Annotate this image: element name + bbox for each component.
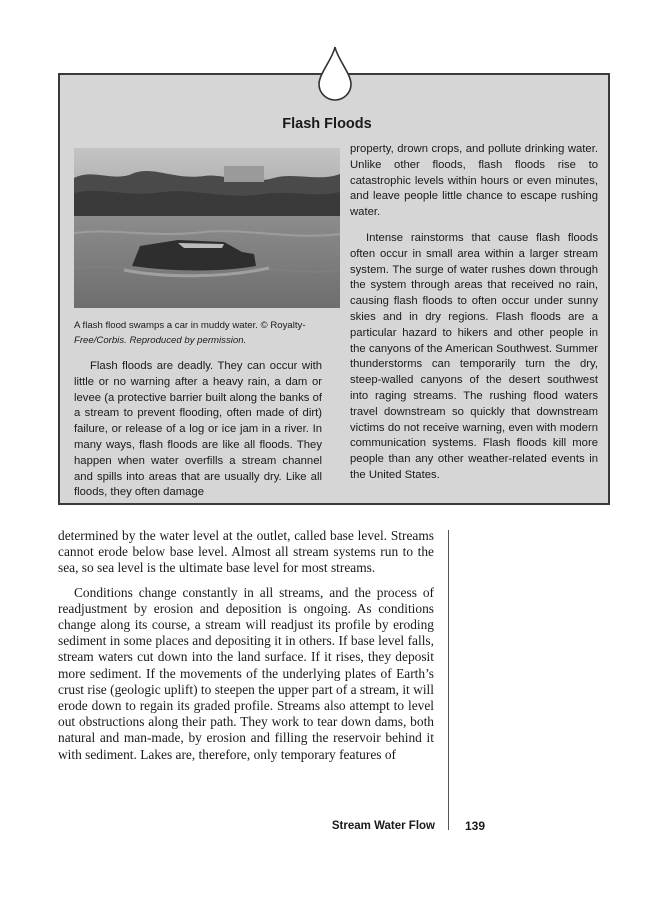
water-drop-icon — [311, 44, 359, 102]
body-paragraph: determined by the water level at the outlet, called base level. Streams cannot erode below base level. Almost all stream systems run to the sea, so sea level is the ultimate base level for most streams. — [58, 528, 434, 576]
sidebar-left-column — [74, 359, 322, 501]
margin-rule — [448, 530, 449, 830]
running-head: Stream Water Flow — [331, 820, 435, 832]
photo-caption — [74, 318, 352, 348]
caption-credit: Free/Corbis. Reproduced by permission. — [74, 335, 247, 346]
caption-text: A flash flood swamps a car in muddy water. © Royalty- — [74, 320, 306, 331]
sidebar-paragraph: Flash floods are deadly. They can occur with little or no warning after a heavy rain, a dam or levee (a protective barrier built along the banks of a stream to prevent flooding, often made of dirt) failure, or release of a log or ice jam in a river. In many ways, flash floods are like all floods. They happen when water overfills a stream channel and spills into areas that are usually dry. Like all floods, they often damage — [74, 360, 322, 499]
sidebar-paragraph: property, drown crops, and pollute drinking water. Unlike other floods, flash floods rise to catastrophic levels within hours or even minutes, and leave people little chance to escape rushing water. — [350, 143, 598, 219]
sidebar-paragraph: Intense rainstorms that cause flash floods often occur in small area within a larger stream system. The surge of water rushes down through the system through areas that received no rain, causing flash floods to often occur under sunny skies and in dry regions. Flash floods are a particular hazard to hikers and other people in the canyons of the American Southwest. Summer thunderstorms can temporarily turn the dry, steep-walled canyons of the desert southwest into raging streams. The rushing flood waters travel downstream so quickly that downstream victims do not receive warning, even with modern communication systems. Flash floods kill more people than any other weather-related events in the United States. — [350, 231, 598, 481]
main-body-text — [58, 528, 434, 763]
page-number: 139 — [465, 819, 486, 833]
sidebar-title: Flash Floods — [282, 116, 372, 132]
flood-photo — [74, 148, 340, 308]
sidebar-right-column — [350, 142, 598, 484]
body-paragraph: Conditions change constantly in all streams, and the process of readjustment by erosion and deposition is ongoing. As conditions change along its course, a stream will readjust its profile by eroding sediment in some places and depositing it in others. If base level falls, stream waters cut down into the land surface. If it rises, they deposit more sediment. If the movements of the underlying plates of Earth’s crust rise (geologic uplift) to steepen the upper part of a stream, it will erode down to regain its graded profile. Streams also attempt to level out obstructions along their path. They work to tear down dams, both natural and man-made, by erosion and filling the reservoir behind it with sediment. Lakes are, therefore, only temporary features of — [58, 584, 434, 762]
